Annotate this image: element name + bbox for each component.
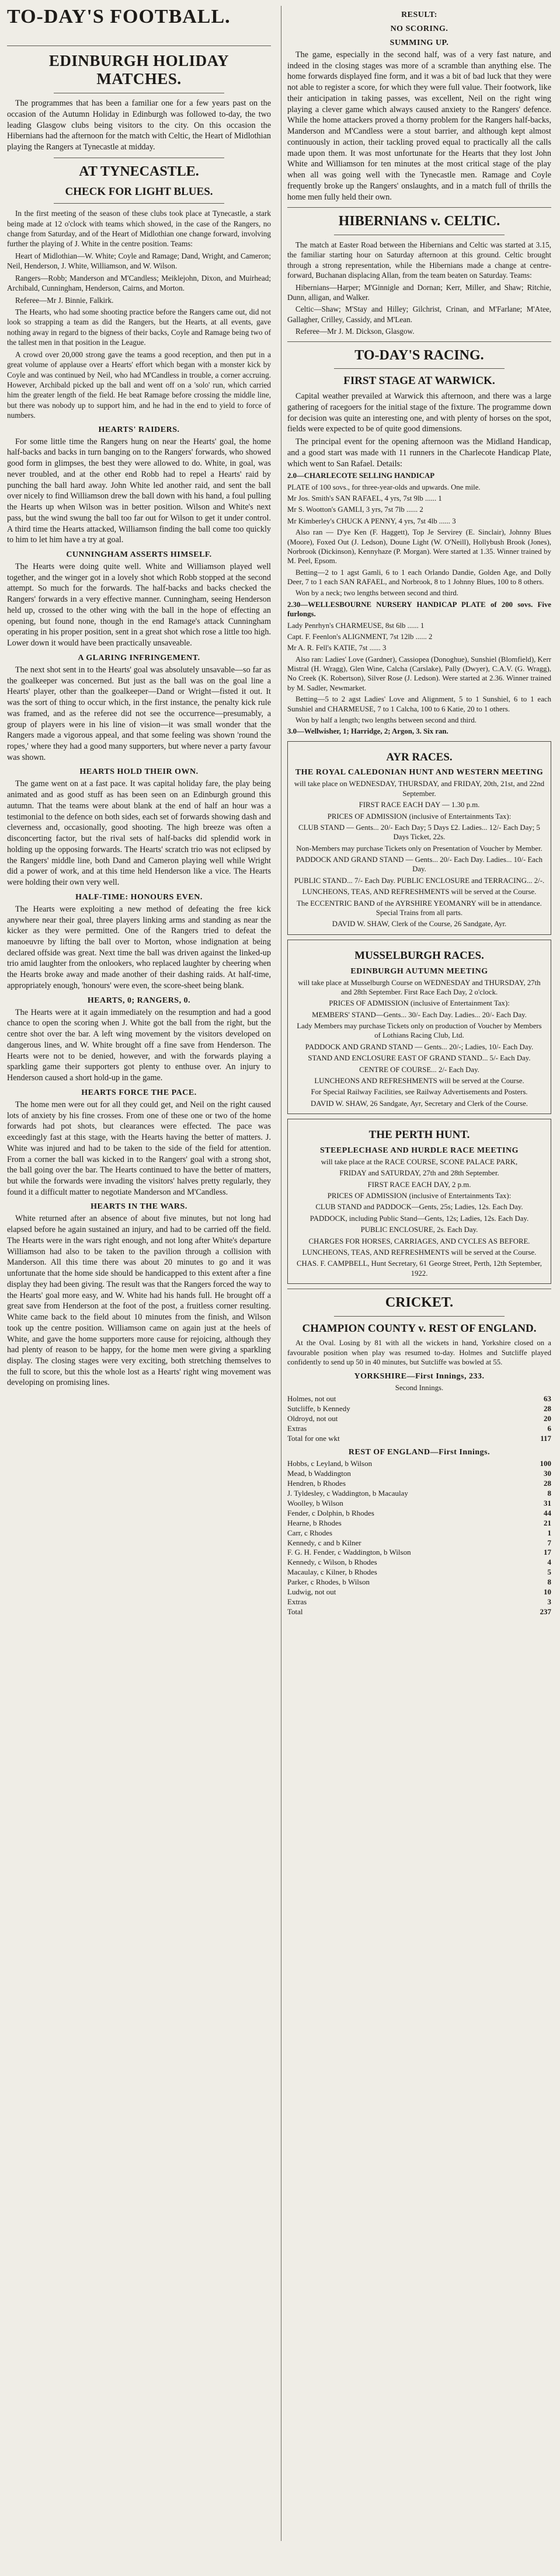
score-row (287, 1434, 551, 1444)
batsman: Total for one wkt (287, 1433, 340, 1443)
perth-advert (287, 1119, 551, 1284)
paragraph: The Hearts, who had some shooting practice before the Rangers came out, did not look so strapping a team as did the Rangers, but the Hearts, at all events, gave nothing away in regard to the bigness of their backs, Coyle and Ramage being two of the tallest men in that position in the League. (7, 308, 271, 347)
race-result: Won by a neck; two lengths between second and third. (295, 589, 459, 598)
advert-line: PUBLIC ENCLOSURE, 2s. Each Day. (360, 1226, 478, 1234)
advert-line: will take place on WEDNESDAY, THURSDAY, and FRIDAY, 20th, 21st, and 22nd September. (294, 780, 545, 798)
section-text: The home men were out for all they could get, and Neil on the right caused lots of anxiety by his fine crosses. From one of these one or two of the home forwards had pot shots, but clearances were effected. The pace was exceedingly fast at this stage, with the Hearts having the better of matters. J. White was injured and had to be taken to the side of the field for attention. From a corner the ball was kicked in to the Rangers' goal with a strong shot, the ball going over the bar. The Hearts continued to have the better of matters, but while the forwards were invading the visitors' halves pretty regularly, they found it a difficult matter to negotiate Manderson and M'Candless. (7, 1099, 271, 1197)
cricket-body (287, 1338, 551, 1617)
cricket-subtitle: CHAMPION COUNTY v. REST OF ENGLAND. (302, 1322, 537, 1335)
section-heading: HEARTS' RAIDERS. (98, 425, 180, 434)
batsman: Fender, c Dolphin, b Rhodes (287, 1508, 374, 1517)
advert-line: PRICES OF ADMISSION (inclusive of Entertainments Tax): (327, 1192, 512, 1200)
score-row (287, 1489, 551, 1499)
scorecard-rest-of-england (287, 1459, 551, 1617)
race-entry: Mr Kimberley's CHUCK A PENNY, 4 yrs, 7st 4lb ...... 3 (287, 516, 456, 525)
advert-line: FIRST RACE EACH DAY — 1.30 p.m. (359, 801, 480, 809)
paragraph: Hibernians—Harper; M'Ginnigle and Dornan; Kerr, Miller, and Shaw; Ritchie, Dunn, alligan, and Walker. (287, 282, 551, 302)
batsman: Kennedy, c Wilson, b Rhodes (287, 1558, 377, 1567)
section-heading: HEARTS, 0; RANGERS, 0. (87, 996, 191, 1005)
advert-line: LUNCHEONS AND REFRESHMENTS will be served at the Course. (314, 1076, 524, 1085)
score-row (287, 1479, 551, 1489)
race-entry: Mr Jos. Smith's SAN RAFAEL, 4 yrs, 7st 9lb ...... 1 (287, 494, 442, 502)
score-row (287, 1587, 551, 1597)
ayr-title: AYR RACES. (386, 751, 453, 763)
paragraph: Heart of Midlothian—W. White; Coyle and Ramage; Dand, Wright, and Cameron; Neil, Henderson, J. White, Williamson, and W. Wilson. (7, 251, 271, 271)
batsman: Kennedy, c and b Kilner (287, 1538, 361, 1547)
section-text: The Hearts were doing quite well. White and Williamson played well together, and the winger got in a lovely shot which Robb stopped at the second attempt. So much for the forwards. The half-backs and backs checked the Rangers' forwards in a very effective manner. Cunningham, seeing Henderson held up, crossed to the other wing with the ball in the hope of effecting an opening, but found none, though in the end Ramage's attack Cunningham operating in his proper position, sent in a great shot which rose a little too high. Lower down it would have been practically unsaveable. (7, 561, 271, 648)
advert-line: MEMBERS' STAND—Gents... 30/- Each Day. Ladies... 20/- Each Day. (312, 1010, 527, 1019)
score-row (287, 1394, 551, 1404)
rule (334, 368, 505, 369)
cricket-intro: At the Oval. Losing by 81 with all the wickets in hand, Yorkshire closed on a favourable position when play was resumed to-day. Holmes and Sutcliffe played confidently to send up 50 in 40 minutes, but Sutcliffe was bowled at 55. (287, 1339, 551, 1367)
batsman: Carr, c Rhodes (287, 1528, 333, 1537)
score-row (287, 1607, 551, 1617)
runs: 28 (544, 1479, 551, 1488)
advert-line: CHAS. F. CAMPBELL, Hunt Secretary, 61 George Street, Perth, 12th September, 1922. (297, 1259, 542, 1277)
batsman: Macaulay, c Kilner, b Rhodes (287, 1568, 377, 1577)
innings-heading: REST OF ENGLAND—First Innings. (348, 1448, 491, 1457)
runs: 63 (544, 1394, 551, 1403)
race-title: 2.30—WELLESBOURNE NURSERY HANDICAP PLATE of 200 sovs. Five furlongs. (287, 600, 551, 619)
racing-subtitle: FIRST STAGE AT WARWICK. (343, 375, 495, 388)
runs: 1 (547, 1528, 551, 1537)
runs: 28 (544, 1404, 551, 1413)
musselburgh-title: MUSSELBURGH RACES. (354, 949, 484, 962)
runs: 6 (547, 1423, 551, 1433)
runs: 5 (547, 1568, 551, 1577)
advert-line: The ECCENTRIC BAND of the AYRSHIRE YEOMANRY will be in attendance. Special Trains from all parts. (297, 899, 542, 917)
advert-line: CLUB STAND — Gents... 20/- Each Day; 5 Days £2. Ladies... 12/- Each Day; 5 Days Ticket, 22s. (298, 823, 540, 842)
section-heading: HEARTS IN THE WARS. (91, 1202, 187, 1212)
summing-heading: SUMMING UP. (389, 39, 449, 47)
race-entry: Mr A. R. Fell's KATIE, 7st ...... 3 (287, 644, 387, 652)
section-text: The next shot sent in to the Hearts' goal was absolutely unsavable—so far as the goalkeeper was concerned. But just as the ball was on the goal line a Hearts' player, other than the goalkeeper—Dand or Wright—fisted it out. It was the sort of thing to occur which, in the first instance, the penalty kick rule was framed, and as the referee did not see the occurrence—presumably, a group of players were in his line of vision—it was small wonder that the Rangers made a vigorous appeal, and that some feeling was shown 'round the ropes,' where they had a good many supporters, but where never a party favour was shown. (7, 665, 271, 762)
score-row (287, 1469, 551, 1479)
advert-line: CHARGES FOR HORSES, CARRIAGES, AND CYCLES AS BEFORE. (308, 1237, 530, 1245)
rule (287, 341, 551, 342)
paragraph: Rangers—Robb; Manderson and M'Candless; Meiklejohn, Dixon, and Muirhead; Archibald, Cunningham, Henderson, Cairns, and Morton. (7, 273, 271, 293)
paragraph: Referee—Mr J. M. Dickson, Glasgow. (295, 327, 415, 336)
innings-heading: YORKSHIRE—First Innings, 233. (354, 1371, 485, 1381)
score-row (287, 1459, 551, 1469)
runs: 31 (544, 1498, 551, 1507)
runs: 10 (544, 1587, 551, 1596)
page-banner: TO-DAY'S FOOTBALL. (7, 6, 231, 27)
batsman: Ludwig, not out (287, 1587, 336, 1596)
runs: 17 (544, 1548, 551, 1557)
advert-line: PRICES OF ADMISSION (inclusive of Entertainments Tax): (327, 812, 512, 821)
race-result: Won by half a length; two lengths between second and third. (295, 715, 476, 724)
paragraph: In the first meeting of the season of these clubs took place at Tynecastle, a stark being made at 12 o'clock with teams which showed, in the case of the Rangers, no change from Saturday, and of the Heart of Midlothian one change forward, involving further the playing of J. White in the centre position. Teams: (7, 209, 271, 249)
race-betting: Betting—5 to 2 agst Ladies' Love and Alignment, 5 to 1 Sunshiel, 6 to 1 each Sunshiel and CHARMEUSE, 7 to 1 Calcha, 100 to 6 Katie, 20 to 1 others. (287, 695, 551, 713)
score-row (287, 1577, 551, 1587)
section-heading: HALF-TIME: HONOURS EVEN. (75, 892, 203, 902)
musselburgh-subtitle: EDINBURGH AUTUMN MEETING (350, 966, 488, 976)
right-column (287, 6, 551, 2541)
score-row (287, 1528, 551, 1538)
ayr-advert (287, 741, 551, 935)
rule (334, 1316, 505, 1317)
runs: 3 (547, 1597, 551, 1606)
batsman: Parker, c Rhodes, b Wilson (287, 1577, 370, 1587)
runs: 7 (547, 1538, 551, 1547)
scorecard-yorkshire (287, 1394, 551, 1443)
result-text: NO SCORING. (390, 25, 448, 33)
batsman: Hearne, b Rhodes (287, 1518, 342, 1527)
innings-label: Second Innings. (395, 1383, 444, 1392)
section-heading: CUNNINGHAM ASSERTS HIMSELF. (66, 550, 212, 559)
runs: 8 (547, 1489, 551, 1498)
score-row (287, 1519, 551, 1528)
score-row (287, 1597, 551, 1607)
paragraph: A crowd over 20,000 strong gave the teams a good reception, and then put in a great volume of applause over a Hearts' effort which began with a monster kick by Coyle and was continued by Neil, who had M'Candless in trouble, a corner accruing. However, Archibald picked up the ball and went off on a 'solo' run, which carried him the greater length of the field. He beat Ramage before crossing the middle line, but there was nobody up to support him, and he had in the end to yield to force of numbers. (7, 350, 271, 420)
tynecastle-subtitle: CHECK FOR LIGHT BLUES. (65, 186, 213, 198)
advert-line: FRIDAY and SATURDAY, 27th and 28th September. (339, 1169, 499, 1178)
race-title: 3.0—Wellwisher, 1; Harridge, 2; Argon, 3. Six ran. (287, 727, 448, 736)
rule (54, 203, 224, 204)
advert-line: LUNCHEONS, TEAS, AND REFRESHMENTS will be served at the Course. (302, 1248, 537, 1256)
advert-line: PADDOCK AND GRAND STAND — Gents... 20/- Each Day. Ladies... 10/- Each Day. (295, 856, 543, 874)
racing-title: TO-DAY'S RACING. (354, 347, 484, 363)
perth-subtitle: STEEPLECHASE AND HURDLE RACE MEETING (319, 1146, 519, 1155)
advert-line: Non-Members may purchase Tickets only on Presentation of Voucher by Member. (296, 844, 542, 853)
runs: 30 (544, 1469, 551, 1478)
section-text: The Hearts were exploiting a new method of defeating the free kick anywhere near their goal, three players linking arms and standing as near the kicker as they were permitted. One of the Rangers tried to defeat the manoeuvre by lifting the ball over to Morton, whose indignation at being declared offside was great. Next time the ball was driven against the linked-up trio amid laughter from the onlookers, who replaced laughter by cheering when the Hearts broke away and made another of their dashing raids. At half-time, appropriately enough, 'honours' were even, the score-sheet being blank. (7, 904, 271, 990)
advert-line: Lady Members may purchase Tickets only on production of Voucher by Members of Lothians Racing Club, Ltd. (297, 1022, 542, 1040)
batsman: Holmes, not out (287, 1394, 336, 1403)
runs: 20 (544, 1413, 551, 1423)
batsman: Oldroyd, not out (287, 1413, 338, 1423)
score-row (287, 1558, 551, 1568)
section-text: The Hearts were at it again immediately on the resumption and had a good chance to open the scoring when J. White got the ball from the right, but the centre shot over the bar. A left wing movement by the visitors developed on dangerous lines, and W. White brought off a fine save from Henderson. The Hearts were not to be denied, however, and with the forwards playing a sparkling game their supporters got plenty to enthuse over. An injury to Henderson caused a short hold-up in the game. (7, 1007, 271, 1083)
paragraph: The match at Easter Road between the Hibernians and Celtic was started at 3.15, the familiar starting hour on Saturday afternoon at this ground. Celtic brought through a strong representation, while the Hibernians made a change at centre-forward, Buchanan displacing Allan, from the team beaten on Saturday. Teams: (287, 240, 551, 280)
ayr-subtitle: THE ROYAL CALEDONIAN HUNT AND WESTERN MEETING (295, 768, 544, 777)
runs: 100 (540, 1459, 551, 1468)
cricket-title: CRICKET. (385, 1295, 454, 1311)
batsman: Sutcliffe, b Kennedy (287, 1404, 350, 1413)
score-row (287, 1538, 551, 1548)
section-heading: HEARTS HOLD THEIR OWN. (79, 767, 199, 777)
batsman: Total (287, 1607, 303, 1616)
race-title: 2.0—CHARLECOTE SELLING HANDICAP (287, 472, 435, 480)
advert-line: FIRST RACE EACH DAY, 2 p.m. (367, 1180, 471, 1189)
race-results (287, 471, 551, 736)
batsman: F. G. H. Fender, c Waddington, b Wilson (287, 1548, 411, 1557)
race-entry: Mr S. Wootton's GAMLI, 3 yrs, 7st 7lb ...... 2 (287, 505, 423, 514)
race-conditions: PLATE of 100 sovs., for three-year-olds and upwards. One mile. (287, 483, 481, 491)
rule (287, 207, 551, 208)
race-also-ran: Also ran: Ladies' Love (Gardner), Cassiopea (Donoghue), Sunshiel (Blomfield), Kerr Mistral (H. Wragg), Glen Wine, Calcha (Carslake), Pally (Dwyer), C.A.V. (G. Wragg), No Creek (K. Robertson), Silver Rose (J. Ledson). Were started at 2.36. Winner trained by M. Sadler, Newmarket. (287, 655, 551, 692)
advert-line: CLUB STAND and PADDOCK—Gents, 25s; Ladies, 12s. Each Day. (315, 1203, 523, 1212)
hibs-celtic-body (287, 240, 551, 337)
batsman: Woolley, b Wilson (287, 1498, 343, 1507)
score-row (287, 1568, 551, 1577)
advert-line: PRICES OF ADMISSION (inclusive of Entertainment Tax): (329, 999, 510, 1008)
runs: 8 (547, 1577, 551, 1587)
score-row (287, 1499, 551, 1509)
left-column (7, 41, 271, 2576)
batsman: Mead, b Waddington (287, 1469, 351, 1478)
tynecastle-body (7, 208, 271, 420)
hibs-celtic-title: HIBERNIANS v. CELTIC. (338, 214, 500, 229)
score-row (287, 1548, 551, 1558)
batsman: J. Tyldesley, c Waddington, b Macaulay (287, 1489, 408, 1498)
advert-line: PUBLIC STAND... 7/- Each Day. PUBLIC ENCLOSURE and TERRACING... 2/-. (294, 876, 545, 885)
paragraph: Capital weather prevailed at Warwick this afternoon, and there was a large gathering of racegoers for the initial stage of the fixture. The programme down for decision was quite an interesting one, and with plenty of horses on the spot, fields were expected to be of quite good dimensions. (287, 392, 551, 434)
advert-line: LUNCHEONS, TEAS, AND REFRESHMENTS will be served at the Course. (302, 888, 537, 896)
paragraph: Celtic—Shaw; M'Stay and Hilley; Gilchrist, Crinan, and M'Farlane; M'Atee, Gallagher, Crilley, Cassidy, and M'Lean. (287, 305, 551, 324)
paragraph: Referee—Mr J. Binnie, Falkirk. (15, 295, 114, 305)
batsman: Hendren, b Rhodes (287, 1479, 346, 1488)
race-betting: Betting—2 to 1 agst Gamli, 6 to 1 each Orlando Dandie, Golden Age, and Dolly Deer, 7 to 1 each SAN RAFAEL, and Norbrook, 8 to 1 Johnny Blues, 100 to 8 others. (287, 568, 551, 586)
advert-line: will take place at Musselburgh Course on WEDNESDAY and THURSDAY, 27th and 28th September. First Race Each Day, 2 o'clock. (298, 978, 541, 996)
paragraph: The principal event for the opening afternoon was the Midland Handicap, and a good start was made with 11 runners in the Charlecote Handicap Plate, which went to San Rafael. Details: (287, 437, 551, 469)
advert-line: PADDOCK AND GRAND STAND — Gents... 20/-; Ladies, 10/- Each Day. (305, 1042, 534, 1051)
section-text: White returned after an absence of about five minutes, but not long had elapsed before he again sustained an injury, and had to be carried off the field. The Hearts were in the wars right enough, and not long after White's departure Williamson had also to be taken to the pavilion through a collision with Manderson. All this time there was about 20 minutes to go and it was unfortunate that the home side should be handicapped to this extent after a fine display they had been giving. The result was that the Rangers forced the way to the Hearts' goal more easy, and W. White had his hands full. He brought off a great save from Henderson at the foot of the post, a fruitless corner resulting. White came back to the field about 10 minutes from the finish, and Wilson took up the centre position. Williamson came on again just at the heels of White, and gave the home supporters more cause for rejoicing, although they had plenty of reason to be happy, for the home men were giving a sparkling display. The closing stages were very exciting, both stretching themselves to the full to score, but this the whole lost as a Hearts' right wing movement was developing on promising lines. (7, 1214, 271, 1388)
musselburgh-advert (287, 940, 551, 1114)
runs: 44 (544, 1508, 551, 1517)
runs: 117 (540, 1433, 551, 1443)
score-row (287, 1509, 551, 1519)
edinburgh-title: EDINBURGH HOLIDAY MATCHES. (48, 52, 229, 88)
advert-line: CENTRE OF COURSE... 2/- Each Day. (359, 1065, 479, 1074)
tynecastle-title: AT TYNECASTLE. (79, 163, 199, 179)
batsman: Hobbs, c Leyland, b Wilson (287, 1459, 373, 1468)
edinburgh-intro: The programmes that has been a familiar one for a few years past on the occasion of the Autumn Holiday in Edinburgh was followed to-day, the two leading Glasgow clubs being visitors to the city. On this occasion the Hibernians had the afternoon for the match with Celtic, the Heart of Midlothian playing the Rangers at Tynecastle at midday. (7, 99, 271, 152)
perth-title: THE PERTH HUNT. (368, 1129, 470, 1142)
advert-line: For Special Railway Facilities, see Railway Advertisements and Posters. (311, 1088, 528, 1097)
batsman: Extras (287, 1597, 307, 1606)
runs: 237 (540, 1607, 551, 1616)
runs: 4 (547, 1558, 551, 1567)
section-heading: A GLARING INFRINGEMENT. (78, 653, 200, 662)
advert-line: DAVID W. SHAW, 26 Sandgate, Ayr, Secretary and Clerk of the Course. (311, 1099, 528, 1108)
section-text: For some little time the Rangers hung on near the Hearts' goal, the home half-backs and backs in turn banging on to the Rangers' forwards, who showed good form in glimpses, the best they were allowed to do. White, in goal, was never troubled, and at the other end Robb had to repel a Hearts' raid by punching the ball hard away. John White led another raid, and sent the ball over nicely to find Williamson drew the ball down with his hand, a foul pulling the Hearts up when Wilson was in better position. Wilson and White's next pass, but the wind swung the ball too far out for Wilson to get it under control. A third time the Hearts attacked, Williamson finding the ball come too quickly to him to let him have a try at goal. (7, 437, 271, 545)
score-row (287, 1404, 551, 1414)
section-text: The game went on at a fast pace. It was capital holiday fare, the play being animated and as good stuff as has been seen on an Edinburgh ground this autumn. That the teams were about blank at the end of half an hour was a testimonial to the defence on both sides, each set of forwards showing dash and cleverness and, occasionally, good shooting. The high breeze was often a disconcerting factor, but the rival sets of half-backs did splendid work in holding up the opposing forwards. The Hearts' scratch trio was not eclipsed by the Rangers' middle line, both Dand and Cameron playing well while Wright did a power of work, and at this time held Henderson like a vice. The Hearts were holding their own very well. (7, 779, 271, 888)
advert-line: will take place at the RACE COURSE, SCONE PALACE PARK, (321, 1157, 518, 1166)
score-row (287, 1414, 551, 1424)
advert-line: PADDOCK, including Public Stand—Gents, 12s; Ladies, 12s. Each Day. (309, 1214, 529, 1223)
race-entry: Lady Penrhyn's CHARMEUSE, 8st 6lb ...... 1 (287, 621, 425, 630)
advert-line: STAND AND ENCLOSURE EAST OF GRAND STAND... 5/- Each Day. (308, 1054, 531, 1063)
result-heading: RESULT: (401, 11, 437, 19)
race-entry: Capt. F. Feenlon's ALIGNMENT, 7st 12lb ...... 2 (287, 632, 433, 641)
batsman: Extras (287, 1423, 307, 1433)
race-also-ran: Also ran — D'ye Ken (F. Haggett), Top Je Servirey (E. Sinclair), Johnny Blues (Moore), Foxed Out (J. Ledson), Doune Light (W. O'Neill), Hollybush Brook (Jones), Norbrook (Dickinson), Kennyhaze (P. Morgan). Were started at 1.35. Winner trained by M. Peel, Epsom. (287, 528, 551, 566)
runs: 21 (544, 1518, 551, 1527)
advert-line: DAVID W. SHAW, Clerk of the Course, 26 Sandgate, Ayr. (332, 920, 507, 929)
score-row (287, 1424, 551, 1434)
summing-text: The game, especially in the second half, was of a very fast nature, and indeed in the closing stages was more of a scramble than anything else. The home forwards displayed fine form, and it was a bit of bad luck that they were not able to register a score, for which they were full value. Their footwork, like their anticipation in taking passes, was excellent, Neil on the right wing playing a clever game which always caused anxiety to the Rangers' defence. While the home attackers proved a thorny problem for the Rangers half-backs, Manderson and M'Candless were a stout barrier, and although kept almost continuously in action, their tackling proved equal to practically all the calls made upon them. It was most unfortunate for the Hearts that they lost John White and Williamson for ten minutes at the most critical stage of the play when all was going well with the Tynecastle men. Ramage and Coyle frequently broke up the Rangers' onslaughts, and in a match full of thrills the home men fully held their own. (287, 50, 551, 202)
section-heading: HEARTS FORCE THE PACE. (81, 1088, 197, 1097)
